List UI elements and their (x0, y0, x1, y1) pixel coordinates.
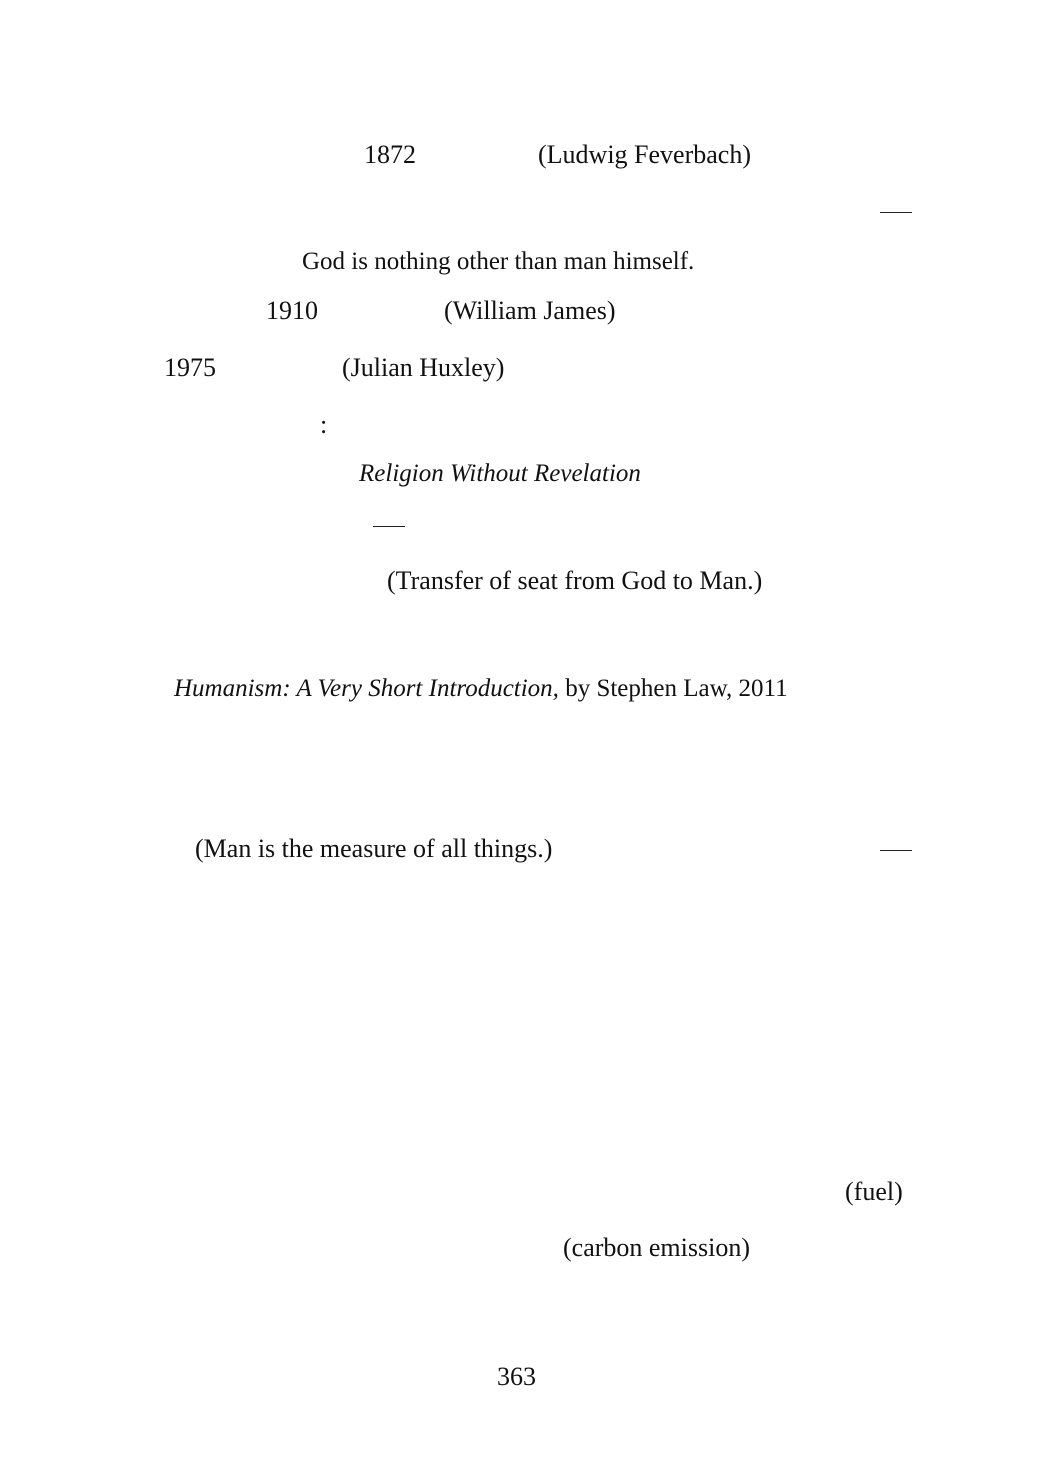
feuerbach-year: 1872 (364, 140, 416, 169)
huxley-book-title: Religion Without Revelation (359, 460, 641, 487)
protagoras-quote: (Man is the measure of all things.) (195, 834, 553, 863)
em-dash-1 (880, 212, 912, 213)
law-book-byline: by Stephen Law, 2011 (558, 675, 788, 702)
em-dash-2 (373, 526, 405, 527)
fuel-term: (fuel) (845, 1177, 903, 1206)
colon-mark: : (320, 410, 328, 439)
james-year: 1910 (266, 296, 318, 325)
james-name: (William James) (444, 296, 616, 325)
huxley-year: 1975 (164, 353, 216, 382)
huxley-name: (Julian Huxley) (342, 353, 505, 382)
feuerbach-quote: God is nothing other than man himself. (302, 248, 695, 275)
feuerbach-name: (Ludwig Feverbach) (538, 140, 751, 169)
law-book-citation (174, 674, 788, 704)
transfer-quote: (Transfer of seat from God to Man.) (387, 566, 763, 595)
page-number: 363 (497, 1362, 536, 1391)
carbon-term: (carbon emission) (563, 1233, 751, 1262)
em-dash-3 (880, 850, 912, 851)
law-book-title: Humanism: A Very Short Introduction, (174, 675, 559, 702)
